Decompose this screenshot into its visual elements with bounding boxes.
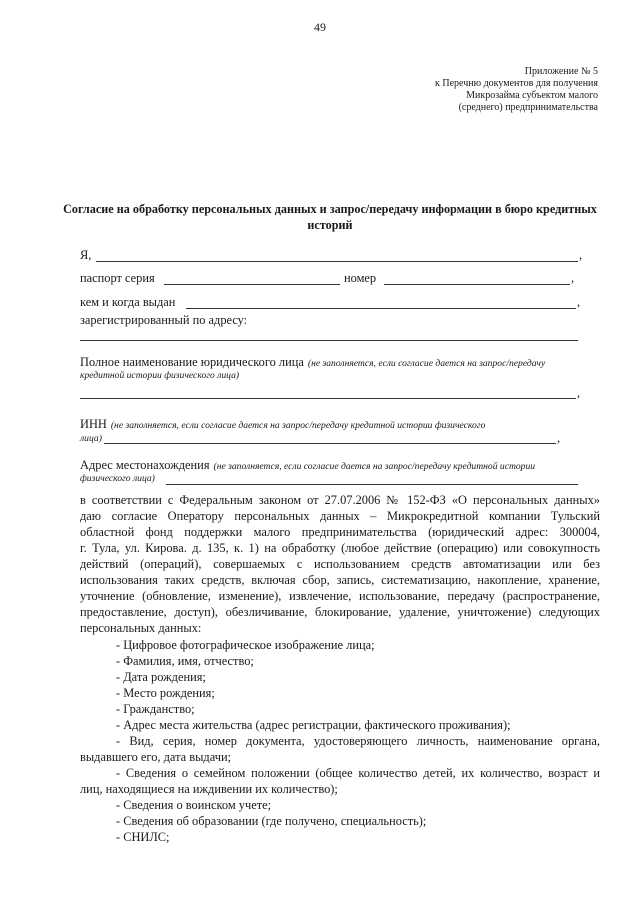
list-item: - Место рождения;: [116, 686, 215, 700]
list-item-continuation: лиц, находящиеся на иждивении их количество);: [80, 782, 338, 796]
inn-note-2: лица): [80, 433, 102, 444]
comma: ,: [557, 431, 561, 445]
body-line-7: уточнение (обновление, изменение), извлечение, использование, передачу (распространение,: [80, 589, 600, 603]
passport-series-field[interactable]: [164, 284, 340, 285]
inn-row: [80, 415, 485, 433]
list-item: - Адрес места жительства (адрес регистрации, фактического проживания);: [116, 718, 511, 732]
inn-note: (не заполняется, если согласие дается на запрос/передачу кредитной истории физического: [110, 420, 486, 431]
label-issued: кем и когда выдан: [80, 295, 176, 309]
label-passport-series: паспорт серия: [80, 271, 155, 285]
body-line-6: использования таких средств, включая сбор, запись, систематизацию, накопление, хранение,: [80, 573, 600, 587]
list-item: - Сведения о семейном положении (общее количество детей, их количество, возраст и: [116, 766, 600, 780]
list-item: - Сведения о воинском учете;: [116, 798, 272, 812]
legal-name-note-2: кредитной истории физического лица): [80, 370, 240, 381]
comma: ,: [577, 386, 581, 400]
address-note: (не заполняется, если согласие дается на запрос/передачу кредитной истории: [213, 461, 536, 472]
list-item: - СНИЛС;: [116, 830, 170, 844]
body-line-3: областной фонд поддержки малого предпринимательства (юридический адрес: 300004,: [80, 525, 600, 539]
comma: ,: [571, 271, 575, 285]
address-field[interactable]: [80, 340, 578, 341]
list-item: - Сведения об образовании (где получено, специальность);: [116, 814, 427, 828]
body-line-9: персональных данных:: [80, 621, 202, 635]
legal-name-note: (не заполняется, если согласие дается на запрос/передачу: [307, 358, 546, 369]
document-title: Согласие на обработку персональных данных и запрос/передачу информации в бюро кредитных историй: [63, 202, 597, 232]
appendix-line-3: Микрозайма субъектом малого: [466, 90, 598, 101]
body-line-8: предоставление, доступ), обезличивание, блокирование, удаление, уничтожение) следующих: [80, 605, 600, 619]
list-item: - Гражданство;: [116, 702, 195, 716]
appendix-line-1: Приложение № 5: [524, 66, 598, 77]
list-item: - Дата рождения;: [116, 670, 206, 684]
list-item: - Фамилия, имя, отчество;: [116, 654, 254, 668]
appendix-line-4: (среднего) предпринимательства: [458, 102, 598, 113]
body-line-4: г. Тула, ул. Кирова. д. 135, к. 1) на обработку (любое действие (операцию) или совокупность: [80, 541, 600, 555]
label-legal-name: Полное наименование юридического лица: [80, 355, 304, 369]
body-line-1: в соответствии с Федеральным законом от 27.07.2006 № 152-ФЗ «О персональных данных»: [80, 493, 600, 507]
issued-field[interactable]: [186, 308, 576, 309]
comma: ,: [577, 295, 581, 309]
legal-name-field[interactable]: [80, 398, 576, 399]
comma: ,: [579, 248, 583, 262]
list-item: - Вид, серия, номер документа, удостоверяющего личность, наименование органа,: [116, 734, 600, 748]
location-field[interactable]: [166, 484, 578, 485]
address-row: [80, 456, 535, 474]
label-number: номер: [344, 271, 377, 285]
label-inn: ИНН: [80, 417, 107, 431]
page-number: 49: [314, 20, 326, 34]
legal-name-row: [80, 353, 545, 371]
address-note-2: физического лица): [80, 473, 155, 484]
appendix-line-2: к Перечню документов для получения: [435, 78, 598, 89]
inn-field[interactable]: [104, 443, 556, 444]
list-item-continuation: выдавшего его, дата выдачи;: [80, 750, 232, 764]
body-line-2: даю согласие Оператору персональных данных – Микрокредитной компании Тульский: [80, 509, 600, 523]
name-field[interactable]: [96, 261, 578, 262]
passport-number-field[interactable]: [384, 284, 570, 285]
label-registered: зарегистрированный по адресу:: [80, 313, 248, 327]
label-address: Адрес местонахождения: [80, 458, 210, 472]
list-item: - Цифровое фотографическое изображение лица;: [116, 638, 375, 652]
body-line-5: действий (операций), совершаемых с использованием средств автоматизации или без: [80, 557, 600, 571]
label-ya: Я,: [80, 248, 92, 262]
